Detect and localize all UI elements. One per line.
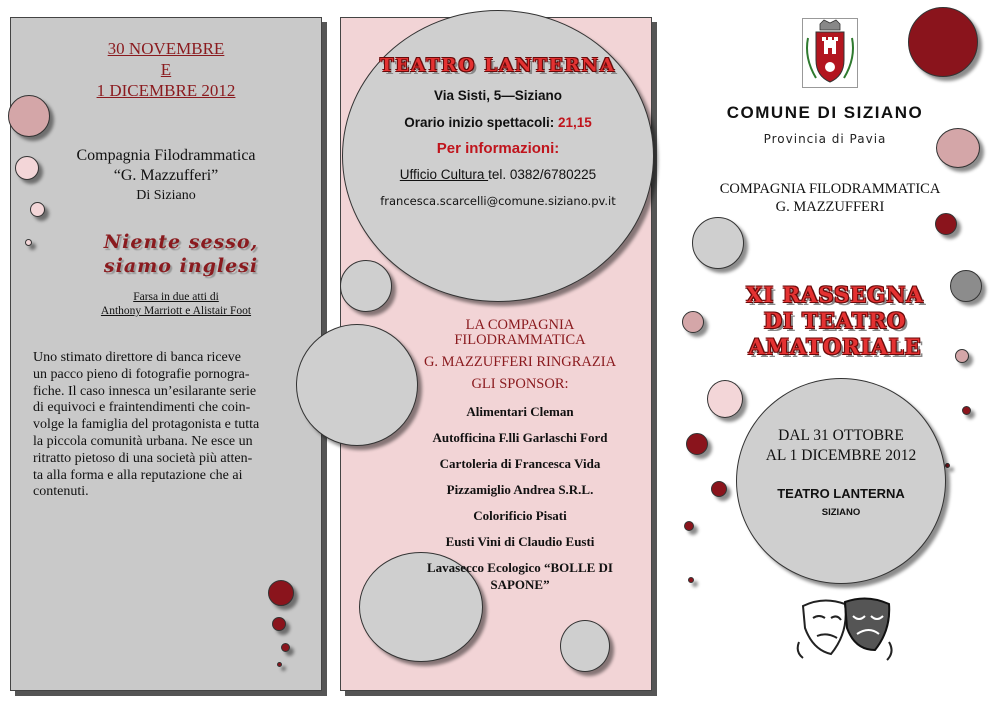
sponsor-item: Colorificio Pisati — [473, 508, 567, 523]
thanks-line: LA COMPAGNIA — [465, 317, 575, 333]
company-block — [11, 146, 321, 206]
sponsor-item: Cartoleria di Francesca Vida — [439, 456, 601, 471]
synopsis-line: la piccola comunità urbana. Ne esce un — [33, 433, 253, 449]
theatre-masks-icon — [795, 592, 895, 664]
deco-circle — [950, 270, 982, 302]
start-time-value: 21,15 — [557, 115, 592, 130]
company-heading-line-2: G. MAZZUFFERI — [775, 199, 885, 215]
office-label[interactable]: Ufficio Cultura — [399, 167, 489, 182]
sponsor-item: Alimentari Cleman — [466, 404, 574, 419]
festival-title-line-1: XI RASSEGNA — [746, 282, 924, 307]
province-name: Provincia di Pavia — [763, 132, 887, 146]
start-time — [342, 115, 654, 130]
play-title-line-2: siamo inglesi — [103, 255, 259, 277]
deco-circle — [560, 620, 610, 672]
deco-circle — [707, 380, 743, 418]
play-authors: Anthony Marriott e Alistair Foot — [100, 305, 252, 317]
info-heading: Per informazioni: — [436, 140, 560, 157]
date-line-3: 1 DICEMBRE 2012 — [96, 81, 236, 100]
company-town: Di Siziano — [136, 188, 196, 203]
company-patron: “G. Mazzufferi” — [113, 167, 219, 184]
deco-circle — [908, 7, 978, 77]
venue-city: SIZIANO — [821, 507, 861, 518]
play-genre: Farsa in due atti di — [133, 291, 219, 303]
date-line-2: E — [160, 60, 172, 79]
festival-title-line-3: AMATORIALE — [748, 334, 922, 359]
play-subtitle — [31, 290, 321, 318]
thanks-line: G. MAZZUFFERI RINGRAZIA — [423, 354, 617, 370]
date-block — [11, 38, 321, 101]
deco-circle — [8, 95, 50, 137]
theatre-address: Via Sisti, 5—Siziano — [433, 88, 563, 103]
synopsis-line: un pacco pieno di fotografie pornogra- — [33, 366, 250, 382]
synopsis-line: ritratto pietoso di una società più atten- — [33, 450, 253, 466]
deco-circle — [955, 349, 969, 363]
theatre-name: TEATRO LANTERNA — [380, 55, 616, 76]
deco-circle — [684, 521, 694, 531]
thanks-line: FILODRAMMATICA — [454, 332, 586, 348]
company-name: Compagnia Filodrammatica — [76, 147, 256, 164]
synopsis — [33, 350, 305, 501]
deco-circle — [25, 239, 32, 246]
synopsis-line: ta alla forma e alla reputazione che ai — [33, 467, 243, 483]
deco-circle — [936, 128, 980, 168]
date-line-1: 30 NOVEMBRE — [107, 39, 225, 58]
deco-circle — [935, 213, 957, 235]
deco-circle — [962, 406, 971, 415]
dates-block — [736, 426, 946, 518]
deco-circle — [281, 643, 290, 652]
festival-title-line-2: DI TEATRO — [763, 308, 907, 333]
thanks-line: GLI SPONSOR: — [471, 376, 569, 392]
theatre-info — [342, 55, 654, 208]
office-phone: tel. 0382/6780225 — [488, 167, 597, 182]
sponsor-item: Pizzamiglio Andrea S.R.L. — [446, 482, 594, 497]
company-heading — [680, 180, 980, 216]
deco-circle — [682, 311, 704, 333]
company-heading-line-1: COMPAGNIA FILODRAMMATICA — [719, 181, 941, 197]
deco-circle — [711, 481, 727, 497]
synopsis-line: di equivoci e fraintendimenti che coin- — [33, 400, 251, 416]
play-title — [51, 230, 311, 278]
synopsis-line: Uno stimato direttore di banca riceve — [33, 350, 241, 365]
venue-name: TEATRO LANTERNA — [777, 486, 905, 501]
sponsor-list — [400, 404, 640, 594]
contact-email[interactable]: francesca.scarcelli@comune.siziano.pv.it — [380, 194, 616, 208]
dates-line-2: AL 1 DICEMBRE 2012 — [765, 447, 917, 464]
deco-circle — [686, 433, 708, 455]
synopsis-line: volge la famiglia del protagonista e tutta — [33, 417, 260, 433]
deco-circle — [15, 156, 39, 180]
synopsis-line: fiche. Il caso innesca un’esilarante serie — [33, 383, 257, 399]
dates-line-1: DAL 31 OTTOBRE — [778, 427, 904, 444]
office-contact — [342, 167, 654, 182]
deco-circle — [688, 577, 694, 583]
thanks-block — [400, 318, 640, 392]
sponsor-item: Autofficina F.lli Garlaschi Ford — [432, 430, 608, 445]
deco-circle — [30, 202, 45, 217]
synopsis-line: contenuti. — [33, 484, 89, 500]
deco-circle — [277, 662, 282, 667]
start-time-label: Orario inizio spettacoli: — [404, 115, 558, 130]
sponsor-item: Eusti Vini di Claudio Eusti — [445, 534, 595, 549]
deco-circle — [692, 217, 744, 269]
festival-title — [725, 282, 945, 360]
deco-circle — [268, 580, 294, 606]
play-title-line-1: Niente sesso, — [103, 231, 259, 253]
sponsor-item: Lavasecco Ecologico “BOLLE DI — [427, 560, 613, 575]
deco-circle — [340, 260, 392, 312]
sponsor-item: SAPONE” — [490, 577, 550, 592]
deco-circle — [272, 617, 286, 631]
municipality-name: COMUNE DI SIZIANO — [726, 103, 924, 122]
coat-of-arms-icon — [802, 18, 858, 88]
